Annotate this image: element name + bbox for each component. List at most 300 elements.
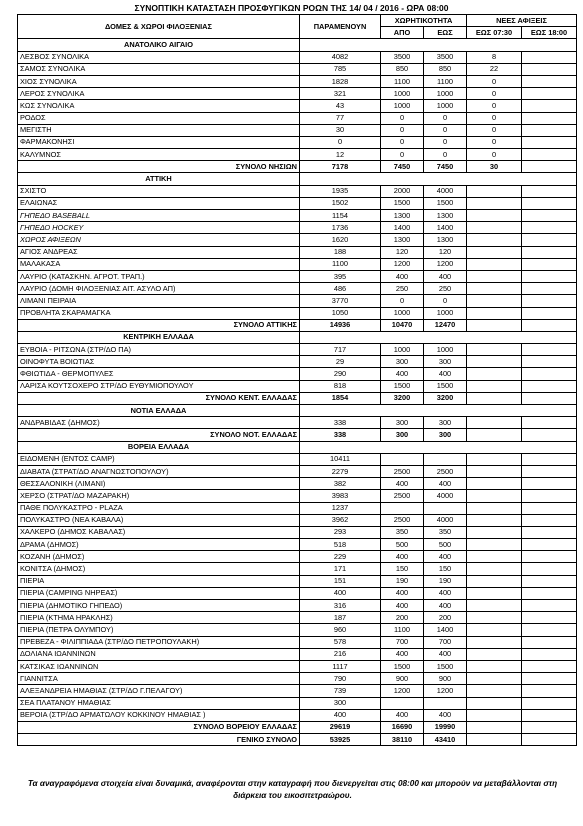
present-cell: 151: [300, 575, 381, 587]
location-cell: ΑΓΙΟΣ ΑΝΔΡΕΑΣ: [18, 246, 300, 258]
present-cell: 77: [300, 112, 381, 124]
location-cell: ΛΑΥΡΙΟ (ΔΟΜΗ ΦΙΛΟΞΕΝΙΑΣ ΑΙΤ. ΑΣΥΛΟ ΑΠ): [18, 283, 300, 295]
capacity-from-cell: 2000: [381, 185, 424, 197]
capacity-to-cell: 1200: [424, 258, 467, 270]
section-title: ΑΤΤΙΚΗ: [18, 173, 300, 185]
capacity-from-cell: 38110: [381, 734, 424, 746]
location-cell: ΚΟΝΙΤΣΑ (ΔΗΜΟΣ): [18, 563, 300, 575]
arrivals-1800-cell: [522, 344, 577, 356]
arrivals-1800-cell: [522, 453, 577, 465]
table-row: [18, 673, 577, 685]
capacity-to-cell: 400: [424, 587, 467, 599]
arrivals-0730-cell: [467, 612, 522, 624]
table-row: [18, 258, 577, 270]
arrivals-0730-cell: [467, 453, 522, 465]
table-row: [18, 270, 577, 282]
present-cell: 1502: [300, 197, 381, 209]
capacity-to-cell: 120: [424, 246, 467, 258]
location-cell: ΛΑΥΡΙΟ (ΚΑΤΑΣΚΗΝ. ΑΓΡΟΤ. ΤΡΑΠ.): [18, 270, 300, 282]
capacity-to-cell: 190: [424, 575, 467, 587]
header-arrivals-1800: ΕΩΣ 18:00: [522, 27, 577, 39]
capacity-from-cell: 1500: [381, 660, 424, 672]
location-cell: ΜΕΓΙΣΤΗ: [18, 124, 300, 136]
arrivals-0730-cell: [467, 429, 522, 441]
location-cell: ΔΟΛΙΑΝΑ ΙΩΑΝΝΙΝΩΝ: [18, 648, 300, 660]
capacity-from-cell: 3500: [381, 51, 424, 63]
table-row: [18, 612, 577, 624]
capacity-to-cell: 300: [424, 417, 467, 429]
location-cell: ΡΟΔΟΣ: [18, 112, 300, 124]
location-cell: ΠΡΟΒΛΗΤΑ ΣΚΑΡΑΜΑΓΚΑ: [18, 307, 300, 319]
arrivals-1800-cell: [522, 380, 577, 392]
arrivals-0730-cell: 0: [467, 124, 522, 136]
arrivals-1800-cell: [522, 697, 577, 709]
present-cell: 300: [300, 697, 381, 709]
table-row: [18, 368, 577, 380]
arrivals-1800-cell: [522, 563, 577, 575]
location-cell: ΧΕΡΣΟ (ΣΤΡΑΤ/ΔΟ ΜΑΖΑΡΑΚΗ): [18, 490, 300, 502]
location-cell: ΛΙΜΑΝΙ ΠΕΙΡΑΙΑ: [18, 295, 300, 307]
arrivals-1800-cell: [522, 685, 577, 697]
table-row: [18, 478, 577, 490]
location-cell: ΣΑΜΟΣ ΣΥΝΟΛΙΚΑ: [18, 63, 300, 75]
capacity-to-cell: 1000: [424, 307, 467, 319]
table-body: [18, 39, 577, 746]
arrivals-1800-cell: [522, 210, 577, 222]
present-cell: 12: [300, 149, 381, 161]
capacity-to-cell: 0: [424, 124, 467, 136]
arrivals-0730-cell: [467, 624, 522, 636]
arrivals-0730-cell: 0: [467, 75, 522, 87]
arrivals-0730-cell: [467, 344, 522, 356]
table-row: [18, 417, 577, 429]
table-row: [18, 88, 577, 100]
capacity-to-cell: 0: [424, 112, 467, 124]
capacity-from-cell: 2500: [381, 514, 424, 526]
capacity-from-cell: [381, 697, 424, 709]
table-row: [18, 307, 577, 319]
section-title: ΚΕΝΤΡΙΚΗ ΕΛΛΑΔΑ: [18, 331, 300, 343]
location-cell: ΠΙΕΡΙΑ (ΔΗΜΟΤΙΚΟ ΓΗΠΕΔΟ): [18, 600, 300, 612]
capacity-to-cell: 4000: [424, 185, 467, 197]
capacity-from-cell: 300: [381, 356, 424, 368]
capacity-from-cell: 1500: [381, 197, 424, 209]
arrivals-0730-cell: [467, 295, 522, 307]
arrivals-1800-cell: [522, 429, 577, 441]
table-row: [18, 575, 577, 587]
arrivals-0730-cell: 0: [467, 88, 522, 100]
arrivals-0730-cell: [467, 392, 522, 404]
total-row: [18, 429, 577, 441]
capacity-to-cell: 4000: [424, 514, 467, 526]
location-cell: ΑΛΕΞΑΝΔΡΕΙΑ ΗΜΑΘΙΑΣ (ΣΤΡ/ΔΟ Γ.ΠΕΛΑΓΟΥ): [18, 685, 300, 697]
arrivals-0730-cell: [467, 185, 522, 197]
location-cell: ΠΙΕΡΙΑ: [18, 575, 300, 587]
present-cell: 3983: [300, 490, 381, 502]
capacity-to-cell: 1400: [424, 222, 467, 234]
capacity-from-cell: 1100: [381, 624, 424, 636]
header-capacity: ΧΩΡΗΤΙΚΟΤΗΤΑ: [381, 15, 467, 27]
location-cell: ΓΙΑΝΝΙΤΣΑ: [18, 673, 300, 685]
arrivals-0730-cell: [467, 734, 522, 746]
capacity-from-cell: 2500: [381, 490, 424, 502]
present-cell: 29: [300, 356, 381, 368]
present-cell: 29619: [300, 721, 381, 733]
table-row: [18, 490, 577, 502]
table-row: [18, 551, 577, 563]
arrivals-0730-cell: [467, 197, 522, 209]
location-cell: ΔΙΑΒΑΤΑ (ΣΤΡΑΤ/ΔΟ ΑΝΑΓΝΩΣΤΟΠΟΥΛΟΥ): [18, 465, 300, 477]
arrivals-1800-cell: [522, 197, 577, 209]
present-cell: 790: [300, 673, 381, 685]
location-cell: ΣΥΝΟΛΟ ΝΟΤ. ΕΛΛΑΔΑΣ: [18, 429, 300, 441]
arrivals-1800-cell: [522, 392, 577, 404]
arrivals-0730-cell: [467, 526, 522, 538]
capacity-from-cell: 1500: [381, 380, 424, 392]
present-cell: 1854: [300, 392, 381, 404]
table-row: [18, 697, 577, 709]
section-blank: [300, 405, 577, 417]
arrivals-1800-cell: [522, 222, 577, 234]
present-cell: 818: [300, 380, 381, 392]
table-row: [18, 526, 577, 538]
capacity-to-cell: 12470: [424, 319, 467, 331]
capacity-from-cell: 400: [381, 270, 424, 282]
capacity-to-cell: 250: [424, 283, 467, 295]
table-row: [18, 75, 577, 87]
location-cell: ΚΑΤΣΙΚΑΣ ΙΩΑΝΝΙΝΩΝ: [18, 660, 300, 672]
present-cell: 382: [300, 478, 381, 490]
arrivals-0730-cell: [467, 648, 522, 660]
capacity-from-cell: 1300: [381, 234, 424, 246]
total-row: [18, 161, 577, 173]
capacity-to-cell: [424, 502, 467, 514]
location-cell: ΛΑΡΙΣΑ ΚΟΥΤΣΟΧΕΡΟ ΣΤΡ/ΔΟ ΕΥΘΥΜΙΟΠΟΥΛΟΥ: [18, 380, 300, 392]
table-row: [18, 600, 577, 612]
table-row: [18, 465, 577, 477]
header-capacity-from: ΑΠΟ: [381, 27, 424, 39]
total-row: [18, 734, 577, 746]
arrivals-0730-cell: [467, 685, 522, 697]
capacity-from-cell: 700: [381, 636, 424, 648]
arrivals-0730-cell: [467, 319, 522, 331]
arrivals-1800-cell: [522, 502, 577, 514]
location-cell: ΣΥΝΟΛΟ ΚΕΝΤ. ΕΛΛΑΔΑΣ: [18, 392, 300, 404]
capacity-from-cell: 400: [381, 587, 424, 599]
arrivals-1800-cell: [522, 149, 577, 161]
arrivals-1800-cell: [522, 417, 577, 429]
capacity-to-cell: 0: [424, 295, 467, 307]
capacity-to-cell: 1300: [424, 234, 467, 246]
table-row: [18, 136, 577, 148]
capacity-from-cell: 1000: [381, 307, 424, 319]
capacity-to-cell: 7450: [424, 161, 467, 173]
capacity-from-cell: 0: [381, 112, 424, 124]
arrivals-0730-cell: [467, 210, 522, 222]
section-title: ΝΟΤΙΑ ΕΛΛΑΔΑ: [18, 405, 300, 417]
footer-note: Τα αναγραφόμενα στοιχεία είναι δυναμικά, αναφέρονται στην καταγραφή που διενεργείται στις 08:00 και μπορούν να μεταβάλλονται στη διάρκεια του εικοσιτετραώρου.: [27, 779, 558, 800]
present-cell: 717: [300, 344, 381, 356]
header-present: ΠΑΡΑΜΕΝΟΥΝ: [300, 15, 381, 39]
capacity-from-cell: 150: [381, 563, 424, 575]
capacity-to-cell: [424, 453, 467, 465]
section-row: [18, 173, 577, 185]
location-cell: ΠΙΕΡΙΑ (CAMPING ΝΗΡΕΑΣ): [18, 587, 300, 599]
present-cell: 2279: [300, 465, 381, 477]
capacity-from-cell: 0: [381, 124, 424, 136]
arrivals-0730-cell: 22: [467, 63, 522, 75]
arrivals-1800-cell: [522, 587, 577, 599]
capacity-to-cell: 1200: [424, 685, 467, 697]
arrivals-0730-cell: 0: [467, 136, 522, 148]
present-cell: 229: [300, 551, 381, 563]
capacity-to-cell: 3200: [424, 392, 467, 404]
arrivals-1800-cell: [522, 709, 577, 721]
present-cell: 1100: [300, 258, 381, 270]
arrivals-1800-cell: [522, 368, 577, 380]
capacity-to-cell: 400: [424, 551, 467, 563]
location-cell: ΠΙΕΡΙΑ (ΠΕΤΡΑ ΟΛΥΜΠΟΥ): [18, 624, 300, 636]
arrivals-1800-cell: [522, 51, 577, 63]
arrivals-1800-cell: [522, 136, 577, 148]
capacity-from-cell: 400: [381, 551, 424, 563]
arrivals-1800-cell: [522, 636, 577, 648]
present-cell: 1050: [300, 307, 381, 319]
capacity-from-cell: 350: [381, 526, 424, 538]
arrivals-1800-cell: [522, 551, 577, 563]
present-cell: 43: [300, 100, 381, 112]
location-cell: ΛΕΡΟΣ ΣΥΝΟΛΙΚΑ: [18, 88, 300, 100]
arrivals-1800-cell: [522, 734, 577, 746]
arrivals-1800-cell: [522, 319, 577, 331]
location-cell: ΠΟΛΥΚΑΣΤΡΟ (ΝΕΑ ΚΑΒΑΛΑ): [18, 514, 300, 526]
capacity-to-cell: 3500: [424, 51, 467, 63]
arrivals-0730-cell: [467, 478, 522, 490]
capacity-from-cell: 200: [381, 612, 424, 624]
present-cell: 14936: [300, 319, 381, 331]
capacity-to-cell: 400: [424, 368, 467, 380]
table-row: [18, 709, 577, 721]
arrivals-0730-cell: 0: [467, 112, 522, 124]
arrivals-0730-cell: 8: [467, 51, 522, 63]
capacity-from-cell: 250: [381, 283, 424, 295]
table-row: [18, 185, 577, 197]
section-blank: [300, 173, 577, 185]
arrivals-0730-cell: [467, 514, 522, 526]
capacity-from-cell: [381, 502, 424, 514]
table-row: [18, 112, 577, 124]
arrivals-1800-cell: [522, 161, 577, 173]
table-row: [18, 563, 577, 575]
capacity-to-cell: 2500: [424, 465, 467, 477]
arrivals-1800-cell: [522, 88, 577, 100]
capacity-from-cell: 500: [381, 539, 424, 551]
location-cell: ΚΟΖΑΝΗ (ΔΗΜΟΣ): [18, 551, 300, 563]
capacity-from-cell: 0: [381, 136, 424, 148]
arrivals-1800-cell: [522, 526, 577, 538]
present-cell: 395: [300, 270, 381, 282]
capacity-to-cell: 1500: [424, 197, 467, 209]
arrivals-1800-cell: [522, 490, 577, 502]
present-cell: 1736: [300, 222, 381, 234]
arrivals-0730-cell: [467, 356, 522, 368]
header-arrivals-0730: ΕΩΣ 07:30: [467, 27, 522, 39]
present-cell: 518: [300, 539, 381, 551]
capacity-from-cell: 400: [381, 478, 424, 490]
capacity-from-cell: 0: [381, 295, 424, 307]
capacity-from-cell: 190: [381, 575, 424, 587]
capacity-to-cell: 850: [424, 63, 467, 75]
arrivals-1800-cell: [522, 575, 577, 587]
location-cell: ΚΑΛΥΜΝΟΣ: [18, 149, 300, 161]
arrivals-0730-cell: [467, 721, 522, 733]
capacity-from-cell: 300: [381, 417, 424, 429]
table-row: [18, 124, 577, 136]
location-cell: ΘΕΣΣΑΛΟΝΙΚΗ (ΛΙΜΑΝΙ): [18, 478, 300, 490]
location-cell: ΕΙΔΟΜΕΝΗ (ΕΝΤΟΣ CAMP): [18, 453, 300, 465]
capacity-from-cell: 850: [381, 63, 424, 75]
location-cell: ΣΕΑ ΠΛΑΤΑΝΟΥ ΗΜΑΘΙΑΣ: [18, 697, 300, 709]
capacity-to-cell: 400: [424, 709, 467, 721]
location-cell: ΕΛΑΙΩΝΑΣ: [18, 197, 300, 209]
capacity-from-cell: 2500: [381, 465, 424, 477]
capacity-to-cell: 400: [424, 600, 467, 612]
section-title: ΒΟΡΕΙΑ ΕΛΛΑΔΑ: [18, 441, 300, 453]
present-cell: 7178: [300, 161, 381, 173]
present-cell: 960: [300, 624, 381, 636]
table-row: [18, 685, 577, 697]
table-row: [18, 295, 577, 307]
capacity-from-cell: 10470: [381, 319, 424, 331]
capacity-from-cell: 400: [381, 648, 424, 660]
capacity-to-cell: 300: [424, 429, 467, 441]
capacity-from-cell: 7450: [381, 161, 424, 173]
table-row: [18, 587, 577, 599]
capacity-to-cell: 1300: [424, 210, 467, 222]
present-cell: 316: [300, 600, 381, 612]
table-row: [18, 502, 577, 514]
arrivals-1800-cell: [522, 721, 577, 733]
document-title: ΣΥΝΟΠΤΙΚΗ ΚΑΤΑΣΤΑΣΗ ΠΡΟΣΦΥΓΙΚΩΝ ΡΟΩΝ ΤΗΣ 14/ 04 / 2016 - ΩΡΑ 08:00: [134, 3, 449, 13]
capacity-from-cell: 1000: [381, 88, 424, 100]
capacity-to-cell: 4000: [424, 490, 467, 502]
location-cell: ΔΡΑΜΑ (ΔΗΜΟΣ): [18, 539, 300, 551]
capacity-to-cell: 19990: [424, 721, 467, 733]
arrivals-0730-cell: 0: [467, 100, 522, 112]
table-row: [18, 100, 577, 112]
arrivals-1800-cell: [522, 514, 577, 526]
arrivals-0730-cell: [467, 283, 522, 295]
present-cell: 400: [300, 709, 381, 721]
arrivals-1800-cell: [522, 63, 577, 75]
arrivals-0730-cell: [467, 600, 522, 612]
section-row: [18, 405, 577, 417]
capacity-from-cell: 400: [381, 709, 424, 721]
refugee-flows-table: [17, 14, 577, 746]
arrivals-1800-cell: [522, 234, 577, 246]
table-row: [18, 539, 577, 551]
table-row: [18, 283, 577, 295]
table-row: [18, 344, 577, 356]
section-row: [18, 39, 577, 51]
capacity-from-cell: 400: [381, 368, 424, 380]
present-cell: 785: [300, 63, 381, 75]
arrivals-0730-cell: [467, 660, 522, 672]
arrivals-1800-cell: [522, 100, 577, 112]
arrivals-1800-cell: [522, 612, 577, 624]
arrivals-0730-cell: [467, 575, 522, 587]
arrivals-1800-cell: [522, 539, 577, 551]
present-cell: 187: [300, 612, 381, 624]
location-cell: ΒΕΡΟΙΑ (ΣΤΡ/ΔΟ ΑΡΜΑΤΩΛΟΥ ΚΟΚΚΙΝΟΥ ΗΜΑΘΙΑΣ ): [18, 709, 300, 721]
arrivals-0730-cell: [467, 307, 522, 319]
present-cell: 739: [300, 685, 381, 697]
table-row: [18, 149, 577, 161]
location-cell: ΣΥΝΟΛΟ ΝΗΣΙΩΝ: [18, 161, 300, 173]
arrivals-1800-cell: [522, 295, 577, 307]
table-row: [18, 380, 577, 392]
arrivals-1800-cell: [522, 478, 577, 490]
location-cell: ΠΙΕΡΙΑ (ΚΤΗΜΑ ΗΡΑΚΛΗΣ): [18, 612, 300, 624]
present-cell: 293: [300, 526, 381, 538]
present-cell: 30: [300, 124, 381, 136]
location-cell: ΣΧΙΣΤΟ: [18, 185, 300, 197]
capacity-from-cell: 1000: [381, 100, 424, 112]
capacity-from-cell: 16690: [381, 721, 424, 733]
table-row: [18, 453, 577, 465]
present-cell: 1237: [300, 502, 381, 514]
total-row: [18, 319, 577, 331]
capacity-to-cell: 1500: [424, 380, 467, 392]
location-cell: ΚΩΣ ΣΥΝΟΛΙΚΑ: [18, 100, 300, 112]
section-row: [18, 331, 577, 343]
present-cell: 4082: [300, 51, 381, 63]
capacity-from-cell: 3200: [381, 392, 424, 404]
arrivals-0730-cell: [467, 502, 522, 514]
arrivals-1800-cell: [522, 673, 577, 685]
header-new-arrivals: ΝΕΕΣ ΑΦΙΞΕΙΣ: [467, 15, 577, 27]
present-cell: 578: [300, 636, 381, 648]
table-row: [18, 222, 577, 234]
present-cell: 1117: [300, 660, 381, 672]
arrivals-0730-cell: [467, 417, 522, 429]
location-cell: ΧΑΛΚΕΡΟ (ΔΗΜΟΣ ΚΑΒΑΛΑΣ): [18, 526, 300, 538]
arrivals-0730-cell: 0: [467, 149, 522, 161]
present-cell: 0: [300, 136, 381, 148]
capacity-to-cell: [424, 697, 467, 709]
location-cell: ΓΗΠΕΔΟ BASEBALL: [18, 210, 300, 222]
capacity-from-cell: 1300: [381, 210, 424, 222]
arrivals-1800-cell: [522, 124, 577, 136]
present-cell: 1828: [300, 75, 381, 87]
arrivals-0730-cell: [467, 551, 522, 563]
capacity-to-cell: 1400: [424, 624, 467, 636]
arrivals-0730-cell: [467, 587, 522, 599]
arrivals-1800-cell: [522, 246, 577, 258]
location-cell: ΑΝΔΡΑΒΙΔΑΣ (ΔΗΜΟΣ): [18, 417, 300, 429]
section-title: ΑΝΑΤΟΛΙΚΟ ΑΙΓΑΙΟ: [18, 39, 300, 51]
arrivals-1800-cell: [522, 465, 577, 477]
present-cell: 216: [300, 648, 381, 660]
location-cell: ΓΗΠΕΔΟ HOCKEY: [18, 222, 300, 234]
arrivals-0730-cell: [467, 258, 522, 270]
capacity-to-cell: 1000: [424, 88, 467, 100]
arrivals-0730-cell: [467, 465, 522, 477]
location-cell: ΕΥΒΟΙΑ - ΡΙΤΣΩΝΑ (ΣΤΡ/ΔΟ ΠΑ): [18, 344, 300, 356]
arrivals-0730-cell: 30: [467, 161, 522, 173]
header-capacity-to: ΕΩΣ: [424, 27, 467, 39]
arrivals-1800-cell: [522, 356, 577, 368]
